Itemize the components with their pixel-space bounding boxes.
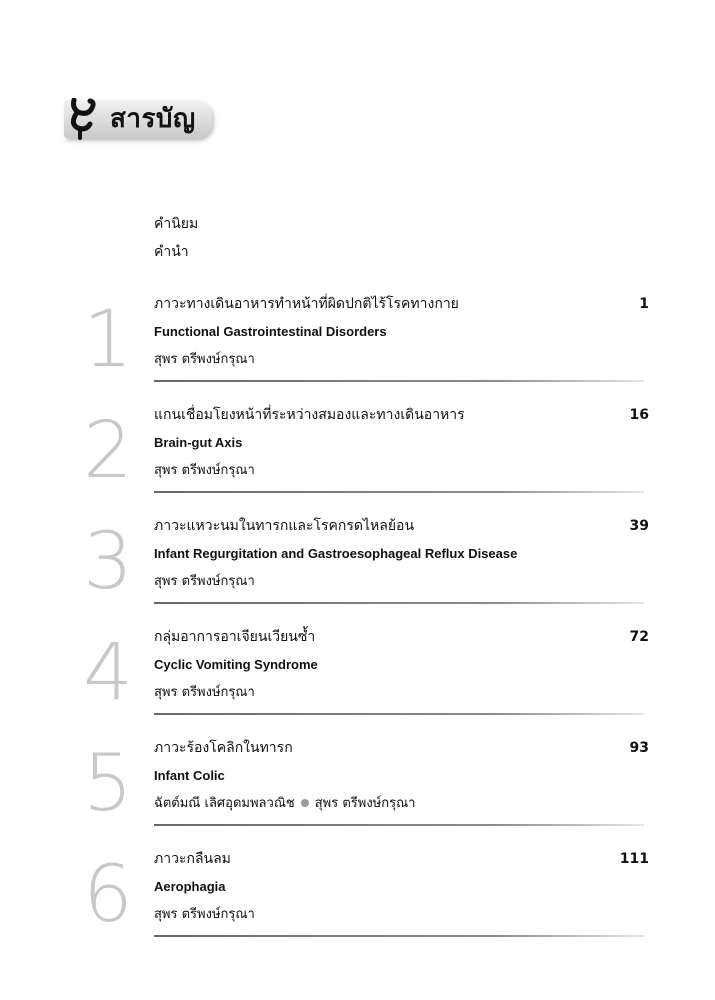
chapter-author: สุพร ตรีพงษ์กรุณา bbox=[154, 685, 255, 700]
chapter-authors bbox=[154, 794, 415, 814]
chapter-title-english: Functional Gastrointestinal Disorders bbox=[154, 324, 387, 339]
toc-header-badge bbox=[64, 100, 212, 138]
chapter-author: สุพร ตรีพงษ์กรุณา bbox=[154, 907, 255, 922]
chapter-title-thai[interactable]: แกนเชื่อมโยงหน้าที่ระหว่างสมองและทางเดินอาหาร bbox=[154, 407, 465, 423]
chapter-number: 3 bbox=[83, 517, 133, 607]
chapter-number: 1 bbox=[83, 295, 133, 385]
chapter-title-thai[interactable]: ภาวะแหวะนมในทารกและโรคกรดไหลย้อน bbox=[154, 518, 415, 534]
chapter-number: 6 bbox=[83, 850, 133, 940]
divider bbox=[154, 491, 644, 493]
chapter-title-english: Infant Colic bbox=[154, 768, 225, 783]
toc-entry[interactable] bbox=[0, 516, 715, 627]
chapter-number: 4 bbox=[83, 628, 133, 718]
chapter-page-number[interactable]: 72 bbox=[629, 629, 649, 645]
chapter-author: สุพร ตรีพงษ์กรุณา bbox=[154, 574, 255, 589]
preface-introduction[interactable]: คำนำ bbox=[154, 244, 189, 260]
toc-entry[interactable] bbox=[0, 294, 715, 405]
preface-foreword[interactable]: คำนิยม bbox=[154, 216, 199, 232]
toc-entry[interactable] bbox=[0, 405, 715, 516]
toc-entry[interactable] bbox=[0, 849, 715, 960]
preface-list bbox=[154, 212, 198, 268]
chapter-page-number[interactable]: 16 bbox=[629, 407, 649, 423]
chapter-page-number[interactable]: 39 bbox=[629, 518, 649, 534]
chapter-page-number[interactable]: 93 bbox=[629, 740, 649, 756]
chapter-title-thai[interactable]: กลุ่มอาการอาเจียนเวียนซ้ำ bbox=[154, 629, 316, 645]
divider bbox=[154, 935, 644, 937]
page-title: สารบัญ bbox=[110, 104, 196, 134]
chapter-title-english: Cyclic Vomiting Syndrome bbox=[154, 657, 318, 672]
toc-entry[interactable] bbox=[0, 738, 715, 849]
chapter-author: สุพร ตรีพงษ์กรุณา bbox=[154, 463, 255, 478]
chapter-author: สุพร ตรีพงษ์กรุณา bbox=[314, 796, 416, 811]
divider bbox=[154, 380, 644, 382]
stomach-icon bbox=[68, 98, 98, 140]
chapter-page-number[interactable]: 1 bbox=[639, 296, 649, 312]
divider bbox=[154, 824, 644, 826]
chapter-number: 2 bbox=[83, 406, 133, 496]
chapter-title-thai[interactable]: ภาวะกลืนลม bbox=[154, 851, 231, 867]
chapter-number: 5 bbox=[83, 739, 133, 829]
chapter-author: ฉัตต์มณี เลิศอุดมพลวณิช bbox=[154, 796, 295, 811]
chapter-title-thai[interactable]: ภาวะร้องโคลิกในทารก bbox=[154, 740, 293, 756]
bullet-dot-icon bbox=[301, 799, 309, 807]
divider bbox=[154, 602, 644, 604]
chapter-title-thai[interactable]: ภาวะทางเดินอาหารทำหน้าที่ผิดปกติไร้โรคทางกาย bbox=[154, 296, 459, 312]
divider bbox=[154, 713, 644, 715]
toc-entry[interactable] bbox=[0, 627, 715, 738]
chapter-title-english: Aerophagia bbox=[154, 879, 226, 894]
chapter-title-english: Infant Regurgitation and Gastroesophageal Reflux Disease bbox=[154, 546, 518, 561]
chapter-page-number[interactable]: 111 bbox=[619, 851, 649, 867]
chapter-title-english: Brain-gut Axis bbox=[154, 435, 243, 450]
chapter-author: สุพร ตรีพงษ์กรุณา bbox=[154, 352, 255, 367]
